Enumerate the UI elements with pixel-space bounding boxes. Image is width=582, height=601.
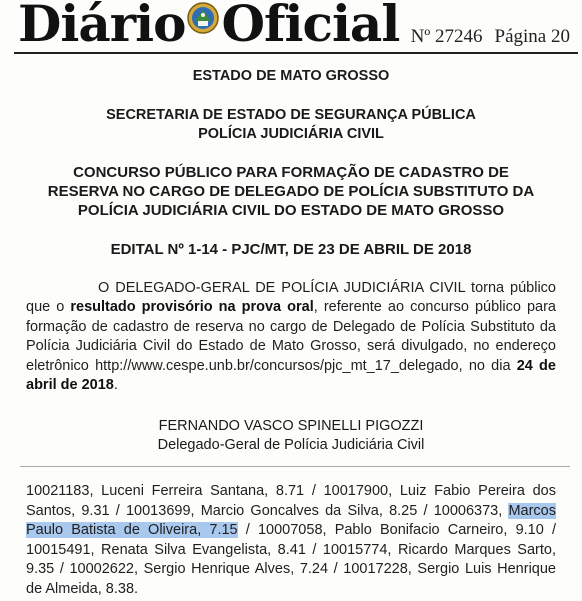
concurso-line-2: RESERVA NO CARGO DE DELEGADO DE POLÍCIA SUBSTITUTO DA [47,183,535,200]
concurso-line-3: POLÍCIA JUDICIÁRIA CIVIL DO ESTADO DE MATO GROSSO [77,202,505,219]
title-right: Oficial [221,0,400,53]
notice-bold-2: 24 de abril de 2018 [26,357,556,394]
notice-text-3: . [113,377,118,394]
edital-title: EDITAL Nº 1-14 - PJC/MT, DE 23 DE ABRIL DE 2018 [110,241,472,258]
secretaria-line-2: POLÍCIA JUDICIÁRIA CIVIL [198,126,384,142]
page-number: Página 20 [494,26,570,47]
notice-paragraph [26,279,556,395]
issue-number: Nº 27246 [410,26,483,47]
concurso-line-1: CONCURSO PÚBLICO PARA FORMAÇÃO DE CADASTRO DE [73,164,509,181]
masthead [14,0,578,54]
notice-text-1: O DELEGADO-GERAL DE POLÍCIA JUDICIÁRIA CIVIL torna público que o [26,280,556,316]
signer-name: FERNANDO VASCO SPINELLI PIGOZZI [158,418,424,434]
results-text-after: / 10007058, Pablo Bonifacio Carneiro, 9.10 / 10015491, Renata Silva Evangelista, 8.41 / 10015774, Ricardo Marques Sarto, 9.35 / 10002622, Sergio Henrique Alves, 7.24 / 10017228, Sergio Luis Henrique de Almeida, 8.38. [26,522,556,597]
secretaria-line-1: SECRETARIA DE ESTADO DE SEGURANÇA PÚBLICA [106,107,476,123]
secretaria-heading [20,106,562,144]
issue-meta [411,26,570,48]
state-seal-icon [186,1,220,35]
results-list [26,482,556,600]
signer-role: Delegado-Geral de Polícia Judiciária Civil [157,437,425,453]
notice-text-2: , referente ao concurso público para formação de cadastro de reserva no cargo de Delegado de Polícia Substituto da Polícia Judiciária Civil do Estado de Mato Grosso, será divulgado, no endereço eletrônico http://www.cespe.unb.br/concursos/pjc_mt_17_delegado, no dia [26,299,556,374]
concurso-title [20,163,562,220]
results-text-before: 10021183, Luceni Ferreira Santana, 8.71 / 10017900, Luiz Fabio Pereira dos Santos, 9.31 / 10013699, Marcio Goncalves da Silva, 8.25 / 10006373, [26,483,556,519]
newspaper-title [18,0,399,53]
notice-bold-1: resultado provisório na prova oral [70,299,314,316]
title-left: Diário [18,0,186,53]
highlighted-result[interactable]: Marcos Paulo Batista de Oliveira, 7.15 [26,502,556,539]
state-heading: ESTADO DE MATO GROSSO [192,68,390,84]
section-divider [20,466,570,467]
